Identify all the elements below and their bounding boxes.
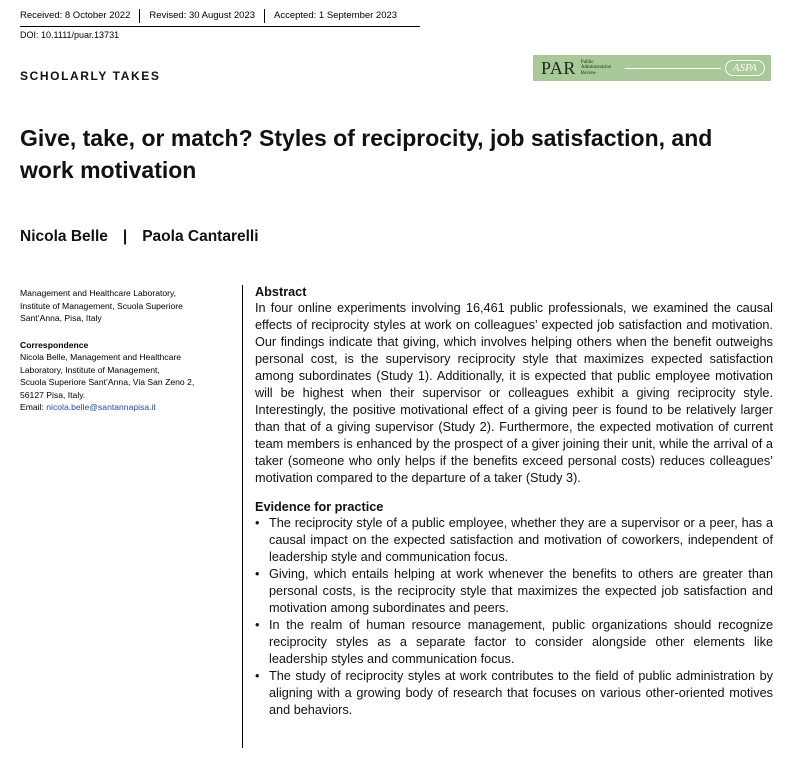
header-rule	[20, 26, 420, 27]
author-separator: |	[122, 228, 128, 245]
evidence-item	[255, 515, 773, 566]
bullet-icon: •	[255, 669, 260, 683]
affiliation-line: Management and Healthcare Laboratory,	[20, 288, 177, 298]
aspa-logo: ASPA	[725, 60, 765, 76]
publication-dates	[20, 8, 406, 24]
author-name[interactable]: Nicola Belle	[20, 228, 108, 245]
journal-logo-name-line1: Public	[580, 59, 594, 65]
revised-date: Revised: 30 August 2023	[139, 9, 264, 23]
bullet-icon: •	[255, 516, 260, 530]
received-date: Received: 8 October 2022	[20, 10, 131, 21]
evidence-item-text: In the realm of human resource management, public organizations should recognize reciprocity styles as a separate factor to consider alongside other elements like leadership styles and communication focus.	[269, 618, 773, 666]
journal-logo-name-line3: Review	[580, 70, 597, 76]
journal-logo-name	[581, 60, 621, 77]
evidence-item-text: Giving, which entails helping at work whenever the benefits to others are greater than personal costs, is the reciprocity style that maximizes the expected job satisfaction and motivation among subordinates and peers.	[269, 567, 773, 615]
journal-logo-divider	[625, 68, 721, 69]
correspondence-line: Nicola Belle, Management and Healthcare	[20, 352, 181, 362]
affiliation	[20, 287, 220, 325]
evidence-item-text: The study of reciprocity styles at work contributes to the field of public administration by aligning with a growing body of research that focuses on various other-oriented motives and behaviors.	[269, 669, 773, 717]
evidence-item	[255, 668, 773, 719]
article-title: Give, take, or match? Styles of reciprocity, job satisfaction, and work motivation	[20, 125, 713, 183]
correspondence-line: 56127 Pisa, Italy.	[20, 389, 86, 400]
affiliation-line: Institute of Management, Scuola Superiore	[20, 300, 183, 311]
bullet-icon: •	[255, 618, 260, 632]
correspondence-line: Scuola Superiore Sant’Anna, Via San Zeno 2,	[20, 377, 195, 387]
accepted-date: Accepted: 1 September 2023	[264, 9, 406, 23]
email-label: Email:	[20, 402, 47, 412]
section-label: SCHOLARLY TAKES	[20, 69, 161, 83]
column-rule	[242, 285, 243, 748]
abstract-text: In four online experiments involving 16,461 public professionals, we examined the causal effects of reciprocity styles at work on colleagues’ expected job satisfaction and motivation. Our findings indicate that giving, which involves helping others when the benefit outweighs personal cost, is the supervisory reciprocity style that maximizes expected satisfaction among subordinates (Study 1). Additionally, it is expected that public employee motivation will be highest when their supervisor or colleagues exhibit a giving reciprocity style. Interestingly, the positive motivational effect of a giving peer is found to be relatively larger than that of a giving supervisor (Study 2). Furthermore, the expected motivation of current team members is enhanced by the prospect of a giver joining their unit, while the arrival of a taker (someone who only helps if the benefits exceed personal costs) reduces colleagues’ motivation compared to the departure of a taker (Study 3).	[255, 301, 773, 485]
evidence-heading: Evidence for practice	[255, 500, 384, 514]
journal-logo-name-line2: Administration	[580, 65, 612, 71]
correspondence-address	[20, 351, 220, 401]
doi[interactable]: DOI: 10.1111/puar.13731	[20, 30, 120, 40]
bullet-icon: •	[255, 567, 260, 581]
journal-logo	[533, 55, 771, 81]
evidence-list	[255, 515, 773, 719]
main-column	[255, 284, 773, 719]
affiliation-block	[20, 287, 220, 414]
affiliation-line: Sant’Anna, Pisa, Italy	[20, 313, 102, 323]
evidence-item	[255, 566, 773, 617]
correspondence-line: Laboratory, Institute of Management,	[20, 364, 160, 375]
journal-logo-par: PAR	[541, 57, 576, 78]
email-link[interactable]: nicola.belle@santannapisa.it	[46, 402, 156, 412]
author-name[interactable]: Paola Cantarelli	[142, 228, 259, 245]
evidence-item-text: The reciprocity style of a public employee, whether they are a supervisor or a peer, has a causal impact on the expected satisfaction and motivation of coworkers, independent of leadership style and communication focus.	[269, 516, 773, 564]
author-list	[20, 228, 259, 246]
evidence-item	[255, 617, 773, 668]
email-row	[20, 401, 220, 414]
abstract-heading: Abstract	[255, 285, 307, 299]
correspondence-heading: Correspondence	[20, 339, 89, 350]
